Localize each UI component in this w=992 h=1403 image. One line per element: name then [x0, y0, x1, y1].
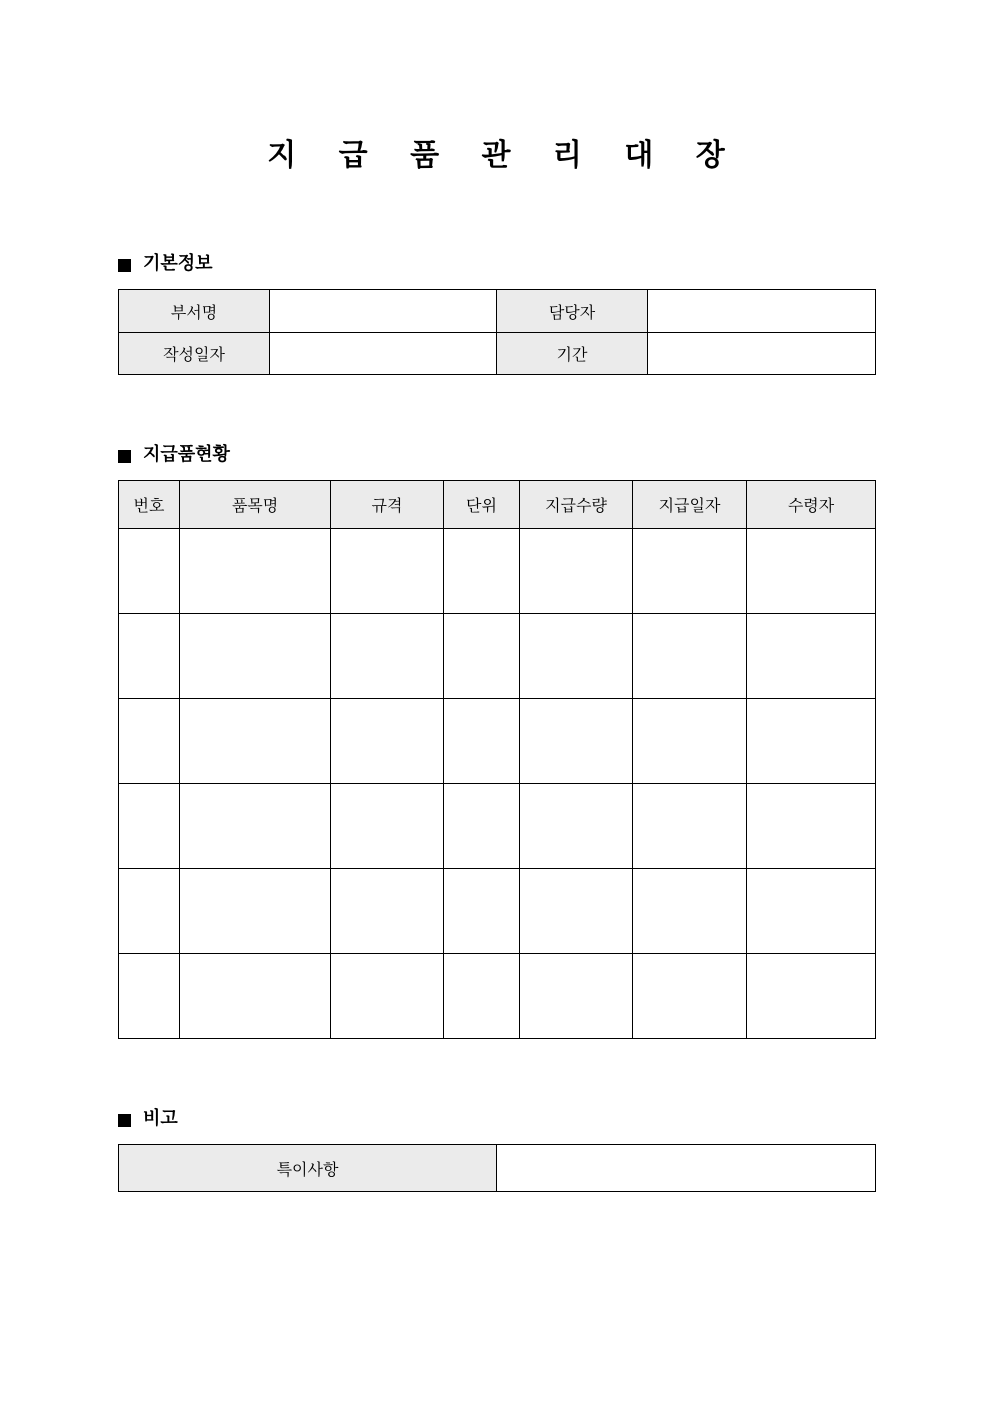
- basic-info-table: [118, 289, 876, 375]
- date-written-label: 작성일자: [119, 333, 270, 375]
- table-row: [119, 614, 876, 699]
- column-header-supply-date: 지급일자: [633, 481, 747, 529]
- table-cell[interactable]: [331, 784, 444, 869]
- table-cell[interactable]: [119, 869, 180, 954]
- table-row: [119, 954, 876, 1039]
- department-field[interactable]: [270, 290, 497, 333]
- document-title: 지 급 품 관 리 대 장: [267, 138, 741, 173]
- section-heading-label: 비고: [143, 1108, 178, 1129]
- table-cell[interactable]: [331, 614, 444, 699]
- table-row: [119, 1145, 876, 1192]
- table-cell[interactable]: [747, 529, 876, 614]
- table-cell[interactable]: [520, 699, 633, 784]
- column-header-recipient: 수령자: [747, 481, 876, 529]
- section-heading-basic-info: [118, 252, 213, 276]
- table-cell[interactable]: [119, 784, 180, 869]
- table-cell[interactable]: [180, 529, 331, 614]
- table-cell[interactable]: [747, 614, 876, 699]
- table-cell[interactable]: [747, 699, 876, 784]
- table-cell[interactable]: [180, 784, 331, 869]
- table-cell[interactable]: [444, 529, 520, 614]
- table-cell[interactable]: [747, 784, 876, 869]
- column-header-unit: 단위: [444, 481, 520, 529]
- table-cell[interactable]: [747, 954, 876, 1039]
- table-cell[interactable]: [747, 869, 876, 954]
- section-heading-remarks: [118, 1107, 178, 1131]
- table-cell[interactable]: [119, 954, 180, 1039]
- department-label: 부서명: [119, 290, 270, 333]
- table-cell[interactable]: [444, 699, 520, 784]
- table-cell[interactable]: [520, 869, 633, 954]
- date-written-field[interactable]: [270, 333, 497, 375]
- table-cell[interactable]: [180, 869, 331, 954]
- table-cell[interactable]: [331, 699, 444, 784]
- section-heading-label: 기본정보: [143, 253, 213, 274]
- table-cell[interactable]: [520, 784, 633, 869]
- table-row: [119, 869, 876, 954]
- column-header-item-name: 품목명: [180, 481, 331, 529]
- table-row: [119, 699, 876, 784]
- remarks-table: [118, 1144, 876, 1192]
- table-cell[interactable]: [633, 614, 747, 699]
- table-cell[interactable]: [331, 869, 444, 954]
- table-cell[interactable]: [180, 699, 331, 784]
- table-row: [119, 333, 876, 375]
- table-row: [119, 529, 876, 614]
- table-cell[interactable]: [119, 614, 180, 699]
- table-cell[interactable]: [180, 614, 331, 699]
- table-cell[interactable]: [633, 954, 747, 1039]
- table-cell[interactable]: [119, 529, 180, 614]
- column-header-quantity: 지급수량: [520, 481, 633, 529]
- section-heading-supply-status: [118, 443, 230, 467]
- square-bullet-icon: [118, 259, 131, 272]
- special-notes-label: 특이사항: [119, 1145, 497, 1192]
- table-cell[interactable]: [633, 529, 747, 614]
- table-row: [119, 290, 876, 333]
- special-notes-field[interactable]: [497, 1145, 876, 1192]
- manager-label: 담당자: [497, 290, 648, 333]
- section-heading-label: 지급품현황: [143, 444, 230, 465]
- column-header-number: 번호: [119, 481, 180, 529]
- table-cell[interactable]: [633, 869, 747, 954]
- supply-status-table: [118, 480, 876, 1039]
- table-cell[interactable]: [444, 614, 520, 699]
- table-cell[interactable]: [520, 954, 633, 1039]
- period-label: 기간: [497, 333, 648, 375]
- table-cell[interactable]: [119, 699, 180, 784]
- square-bullet-icon: [118, 450, 131, 463]
- period-field[interactable]: [648, 333, 876, 375]
- table-cell[interactable]: [444, 784, 520, 869]
- table-cell[interactable]: [444, 869, 520, 954]
- table-cell[interactable]: [180, 954, 331, 1039]
- table-cell[interactable]: [520, 529, 633, 614]
- table-header-row: [119, 481, 876, 529]
- table-cell[interactable]: [520, 614, 633, 699]
- table-cell[interactable]: [331, 954, 444, 1039]
- table-cell[interactable]: [633, 784, 747, 869]
- square-bullet-icon: [118, 1114, 131, 1127]
- table-cell[interactable]: [444, 954, 520, 1039]
- column-header-spec: 규격: [331, 481, 444, 529]
- table-cell[interactable]: [633, 699, 747, 784]
- table-row: [119, 784, 876, 869]
- table-cell[interactable]: [331, 529, 444, 614]
- manager-field[interactable]: [648, 290, 876, 333]
